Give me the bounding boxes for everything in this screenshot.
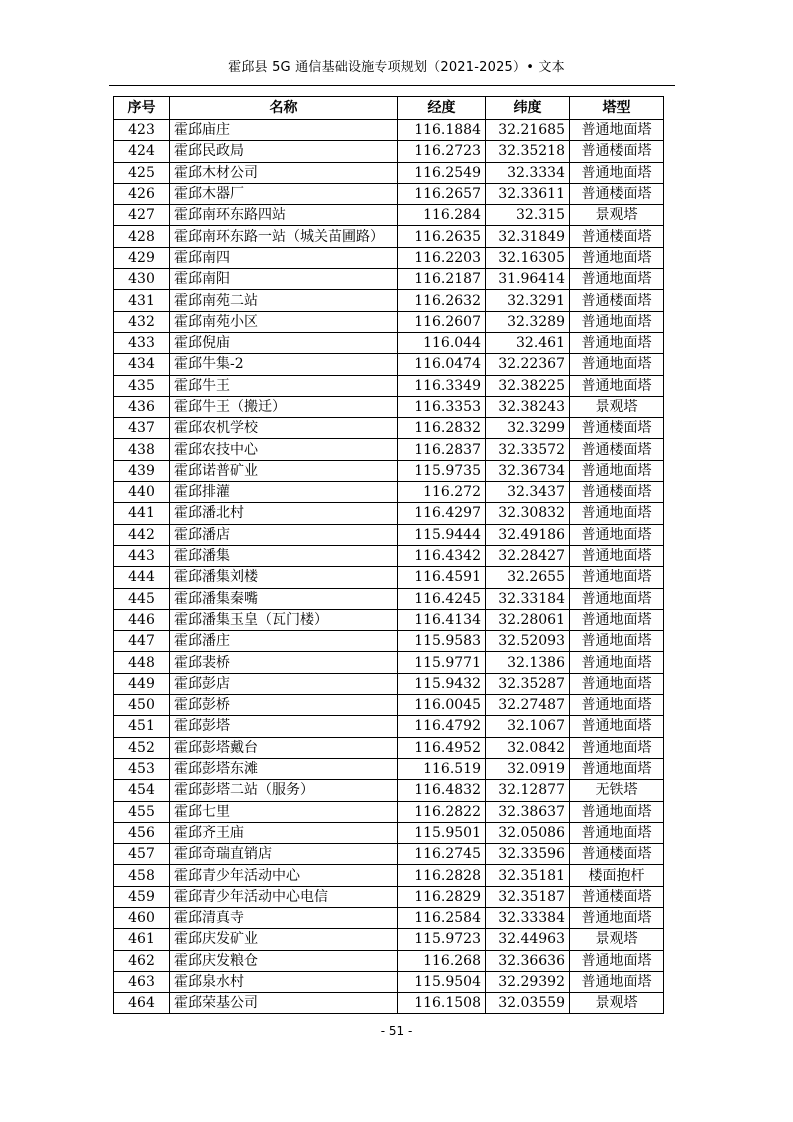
cell-longitude: 116.2635 (398, 226, 486, 247)
cell-index: 437 (114, 418, 170, 439)
cell-tower-type: 普通楼面塔 (570, 844, 664, 865)
table-row (114, 311, 664, 332)
table-row (114, 460, 664, 481)
cell-longitude: 116.2745 (398, 844, 486, 865)
cell-latitude: 32.0919 (486, 758, 570, 779)
cell-tower-type: 普通地面塔 (570, 162, 664, 183)
table-row (114, 482, 664, 503)
cell-name: 霍邱南环东路一站（城关苗圃路） (170, 226, 398, 247)
cell-name: 霍邱奇瑞直销店 (170, 844, 398, 865)
cell-latitude: 32.28061 (486, 609, 570, 630)
cell-index: 458 (114, 865, 170, 886)
cell-index: 429 (114, 247, 170, 268)
cell-index: 462 (114, 950, 170, 971)
cell-tower-type: 普通地面塔 (570, 971, 664, 992)
table-row (114, 971, 664, 992)
cell-longitude: 115.9723 (398, 929, 486, 950)
cell-latitude: 32.31849 (486, 226, 570, 247)
cell-name: 霍邱农机学校 (170, 418, 398, 439)
cell-tower-type: 普通地面塔 (570, 907, 664, 928)
cell-latitude: 32.33596 (486, 844, 570, 865)
cell-name: 霍邱木材公司 (170, 162, 398, 183)
table-row (114, 865, 664, 886)
cell-name: 霍邱庆发矿业 (170, 929, 398, 950)
cell-longitude: 116.2832 (398, 418, 486, 439)
table-row (114, 439, 664, 460)
cell-index: 443 (114, 545, 170, 566)
table-row (114, 929, 664, 950)
cell-name: 霍邱潘集刘楼 (170, 567, 398, 588)
cell-name: 霍邱彭桥 (170, 695, 398, 716)
cell-latitude: 32.315 (486, 205, 570, 226)
cell-name: 霍邱木器厂 (170, 183, 398, 204)
table-row (114, 396, 664, 417)
table-row (114, 545, 664, 566)
cell-name: 霍邱七里 (170, 801, 398, 822)
cell-latitude: 32.52093 (486, 631, 570, 652)
cell-index: 447 (114, 631, 170, 652)
cell-longitude: 116.2829 (398, 886, 486, 907)
cell-name: 霍邱庙庄 (170, 120, 398, 141)
cell-tower-type: 楼面抱杆 (570, 865, 664, 886)
cell-tower-type: 普通地面塔 (570, 311, 664, 332)
cell-longitude: 115.9583 (398, 631, 486, 652)
table-row (114, 183, 664, 204)
cell-latitude: 32.44963 (486, 929, 570, 950)
cell-index: 454 (114, 780, 170, 801)
cell-index: 453 (114, 758, 170, 779)
column-header-name: 名称 (170, 97, 398, 120)
page-number: - 51 - (380, 1024, 413, 1038)
table-row (114, 631, 664, 652)
cell-longitude: 116.4792 (398, 716, 486, 737)
cell-latitude: 32.12877 (486, 780, 570, 801)
table-row (114, 780, 664, 801)
cell-longitude: 116.4591 (398, 567, 486, 588)
cell-latitude: 32.33572 (486, 439, 570, 460)
cell-index: 464 (114, 993, 170, 1014)
cell-tower-type: 普通地面塔 (570, 503, 664, 524)
cell-name: 霍邱彭店 (170, 673, 398, 694)
table-row (114, 205, 664, 226)
cell-latitude: 32.22367 (486, 354, 570, 375)
cell-latitude: 32.35287 (486, 673, 570, 694)
cell-latitude: 32.2655 (486, 567, 570, 588)
table-row (114, 247, 664, 268)
table-row (114, 524, 664, 545)
cell-name: 霍邱南四 (170, 247, 398, 268)
cell-tower-type: 普通楼面塔 (570, 290, 664, 311)
column-header-tower-type: 塔型 (570, 97, 664, 120)
table-header-row (114, 97, 664, 120)
cell-latitude: 32.3291 (486, 290, 570, 311)
cell-index: 438 (114, 439, 170, 460)
cell-index: 436 (114, 396, 170, 417)
cell-tower-type: 普通楼面塔 (570, 482, 664, 503)
table-row (114, 801, 664, 822)
cell-longitude: 116.2822 (398, 801, 486, 822)
cell-tower-type: 普通地面塔 (570, 588, 664, 609)
cell-index: 456 (114, 822, 170, 843)
cell-longitude: 116.2203 (398, 247, 486, 268)
cell-latitude: 32.33611 (486, 183, 570, 204)
cell-latitude: 32.21685 (486, 120, 570, 141)
cell-tower-type: 普通地面塔 (570, 545, 664, 566)
cell-index: 450 (114, 695, 170, 716)
cell-longitude: 116.044 (398, 332, 486, 353)
table-row (114, 418, 664, 439)
table-row (114, 907, 664, 928)
cell-longitude: 115.9771 (398, 652, 486, 673)
cell-longitude: 115.9735 (398, 460, 486, 481)
cell-index: 459 (114, 886, 170, 907)
cell-index: 434 (114, 354, 170, 375)
cell-longitude: 116.2632 (398, 290, 486, 311)
cell-name: 霍邱排灌 (170, 482, 398, 503)
cell-longitude: 116.0045 (398, 695, 486, 716)
cell-name: 霍邱牛王（搬迁） (170, 396, 398, 417)
cell-latitude: 32.3289 (486, 311, 570, 332)
table-row (114, 503, 664, 524)
table-row (114, 716, 664, 737)
cell-tower-type: 普通地面塔 (570, 758, 664, 779)
header-divider (109, 85, 675, 86)
cell-tower-type: 普通地面塔 (570, 695, 664, 716)
cell-tower-type: 景观塔 (570, 929, 664, 950)
cell-tower-type: 景观塔 (570, 993, 664, 1014)
cell-name: 霍邱潘北村 (170, 503, 398, 524)
cell-tower-type: 无铁塔 (570, 780, 664, 801)
cell-name: 霍邱彭塔二站（服务） (170, 780, 398, 801)
table-row (114, 332, 664, 353)
cell-tower-type: 普通地面塔 (570, 247, 664, 268)
table-row (114, 354, 664, 375)
table-body (114, 120, 664, 1014)
cell-tower-type: 普通地面塔 (570, 120, 664, 141)
cell-name: 霍邱齐王庙 (170, 822, 398, 843)
column-header-longitude: 经度 (398, 97, 486, 120)
cell-index: 430 (114, 269, 170, 290)
cell-latitude: 32.1386 (486, 652, 570, 673)
cell-tower-type: 景观塔 (570, 396, 664, 417)
cell-tower-type: 普通地面塔 (570, 950, 664, 971)
cell-name: 霍邱清真寺 (170, 907, 398, 928)
cell-latitude: 32.461 (486, 332, 570, 353)
cell-index: 427 (114, 205, 170, 226)
cell-tower-type: 普通地面塔 (570, 460, 664, 481)
cell-longitude: 115.9444 (398, 524, 486, 545)
table-row (114, 652, 664, 673)
cell-tower-type: 普通楼面塔 (570, 418, 664, 439)
cell-latitude: 32.35187 (486, 886, 570, 907)
cell-tower-type: 普通地面塔 (570, 332, 664, 353)
cell-index: 432 (114, 311, 170, 332)
cell-tower-type: 普通地面塔 (570, 524, 664, 545)
cell-latitude: 32.05086 (486, 822, 570, 843)
cell-longitude: 116.2723 (398, 141, 486, 162)
cell-longitude: 116.519 (398, 758, 486, 779)
table-row (114, 290, 664, 311)
cell-latitude: 32.35218 (486, 141, 570, 162)
cell-latitude: 32.36734 (486, 460, 570, 481)
cell-index: 426 (114, 183, 170, 204)
cell-latitude: 32.38637 (486, 801, 570, 822)
table-row (114, 844, 664, 865)
cell-name: 霍邱彭塔戴台 (170, 737, 398, 758)
cell-latitude: 32.33184 (486, 588, 570, 609)
tower-data-table (113, 96, 664, 1014)
column-header-latitude: 纬度 (486, 97, 570, 120)
cell-index: 455 (114, 801, 170, 822)
cell-longitude: 116.2837 (398, 439, 486, 460)
cell-longitude: 116.2584 (398, 907, 486, 928)
cell-index: 424 (114, 141, 170, 162)
cell-name: 霍邱农技中心 (170, 439, 398, 460)
cell-latitude: 32.1067 (486, 716, 570, 737)
cell-tower-type: 普通地面塔 (570, 354, 664, 375)
page-header-title: 霍邱县 5G 通信基础设施专项规划（2021-2025）• 文本 (228, 60, 565, 75)
cell-name: 霍邱倪庙 (170, 332, 398, 353)
cell-latitude: 32.49186 (486, 524, 570, 545)
cell-index: 439 (114, 460, 170, 481)
cell-latitude: 31.96414 (486, 269, 570, 290)
cell-latitude: 32.38243 (486, 396, 570, 417)
cell-name: 霍邱彭塔东滩 (170, 758, 398, 779)
cell-latitude: 32.3299 (486, 418, 570, 439)
cell-longitude: 116.4342 (398, 545, 486, 566)
table-row (114, 950, 664, 971)
cell-longitude: 116.2607 (398, 311, 486, 332)
cell-name: 霍邱荣基公司 (170, 993, 398, 1014)
cell-index: 440 (114, 482, 170, 503)
table-row (114, 695, 664, 716)
cell-tower-type: 普通地面塔 (570, 652, 664, 673)
cell-latitude: 32.36636 (486, 950, 570, 971)
cell-longitude: 116.2828 (398, 865, 486, 886)
cell-longitude: 116.4245 (398, 588, 486, 609)
table-row (114, 567, 664, 588)
cell-index: 435 (114, 375, 170, 396)
cell-name: 霍邱南阳 (170, 269, 398, 290)
cell-longitude: 116.268 (398, 950, 486, 971)
cell-tower-type: 普通地面塔 (570, 673, 664, 694)
cell-longitude: 116.3349 (398, 375, 486, 396)
cell-latitude: 32.27487 (486, 695, 570, 716)
cell-longitude: 116.1508 (398, 993, 486, 1014)
cell-name: 霍邱南苑小区 (170, 311, 398, 332)
cell-index: 428 (114, 226, 170, 247)
table-row (114, 162, 664, 183)
cell-latitude: 32.3334 (486, 162, 570, 183)
cell-tower-type: 普通楼面塔 (570, 183, 664, 204)
cell-latitude: 32.3437 (486, 482, 570, 503)
cell-longitude: 116.4134 (398, 609, 486, 630)
cell-tower-type: 普通地面塔 (570, 822, 664, 843)
cell-index: 446 (114, 609, 170, 630)
cell-longitude: 116.2549 (398, 162, 486, 183)
cell-latitude: 32.16305 (486, 247, 570, 268)
cell-index: 448 (114, 652, 170, 673)
cell-name: 霍邱彭塔 (170, 716, 398, 737)
cell-longitude: 115.9432 (398, 673, 486, 694)
cell-index: 441 (114, 503, 170, 524)
cell-longitude: 116.0474 (398, 354, 486, 375)
cell-tower-type: 普通地面塔 (570, 631, 664, 652)
cell-longitude: 116.2657 (398, 183, 486, 204)
cell-name: 霍邱潘集玉皇（瓦门楼） (170, 609, 398, 630)
cell-index: 442 (114, 524, 170, 545)
cell-longitude: 116.1884 (398, 120, 486, 141)
table-row (114, 226, 664, 247)
table-row (114, 822, 664, 843)
table-row (114, 673, 664, 694)
cell-tower-type: 景观塔 (570, 205, 664, 226)
cell-tower-type: 普通地面塔 (570, 269, 664, 290)
cell-name: 霍邱潘集 (170, 545, 398, 566)
table-row (114, 609, 664, 630)
cell-name: 霍邱潘庄 (170, 631, 398, 652)
cell-longitude: 116.3353 (398, 396, 486, 417)
table-row (114, 141, 664, 162)
cell-longitude: 116.4952 (398, 737, 486, 758)
table-row (114, 758, 664, 779)
cell-index: 449 (114, 673, 170, 694)
cell-name: 霍邱潘集秦嘴 (170, 588, 398, 609)
cell-longitude: 115.9504 (398, 971, 486, 992)
cell-tower-type: 普通地面塔 (570, 716, 664, 737)
cell-latitude: 32.33384 (486, 907, 570, 928)
cell-tower-type: 普通楼面塔 (570, 439, 664, 460)
table-row (114, 269, 664, 290)
cell-tower-type: 普通地面塔 (570, 801, 664, 822)
cell-index: 431 (114, 290, 170, 311)
cell-longitude: 116.272 (398, 482, 486, 503)
cell-name: 霍邱南苑二站 (170, 290, 398, 311)
cell-name: 霍邱裴桥 (170, 652, 398, 673)
cell-longitude: 116.4832 (398, 780, 486, 801)
cell-tower-type: 普通地面塔 (570, 567, 664, 588)
cell-index: 444 (114, 567, 170, 588)
table-row (114, 886, 664, 907)
cell-name: 霍邱诺普矿业 (170, 460, 398, 481)
cell-index: 433 (114, 332, 170, 353)
cell-longitude: 116.2187 (398, 269, 486, 290)
table-row (114, 993, 664, 1014)
cell-name: 霍邱南环东路四站 (170, 205, 398, 226)
cell-latitude: 32.30832 (486, 503, 570, 524)
cell-name: 霍邱青少年活动中心电信 (170, 886, 398, 907)
cell-name: 霍邱青少年活动中心 (170, 865, 398, 886)
cell-name: 霍邱泉水村 (170, 971, 398, 992)
column-header-index: 序号 (114, 97, 170, 120)
cell-name: 霍邱民政局 (170, 141, 398, 162)
cell-tower-type: 普通地面塔 (570, 609, 664, 630)
cell-index: 463 (114, 971, 170, 992)
cell-name: 霍邱牛王 (170, 375, 398, 396)
cell-longitude: 115.9501 (398, 822, 486, 843)
cell-name: 霍邱庆发粮仓 (170, 950, 398, 971)
cell-longitude: 116.4297 (398, 503, 486, 524)
cell-tower-type: 普通楼面塔 (570, 886, 664, 907)
table-row (114, 737, 664, 758)
cell-index: 451 (114, 716, 170, 737)
cell-index: 460 (114, 907, 170, 928)
cell-latitude: 32.29392 (486, 971, 570, 992)
cell-index: 457 (114, 844, 170, 865)
cell-latitude: 32.35181 (486, 865, 570, 886)
cell-index: 461 (114, 929, 170, 950)
table-row (114, 375, 664, 396)
cell-index: 445 (114, 588, 170, 609)
table-row (114, 588, 664, 609)
cell-latitude: 32.28427 (486, 545, 570, 566)
cell-tower-type: 普通楼面塔 (570, 226, 664, 247)
cell-name: 霍邱潘店 (170, 524, 398, 545)
cell-latitude: 32.38225 (486, 375, 570, 396)
table-row (114, 120, 664, 141)
cell-tower-type: 普通地面塔 (570, 737, 664, 758)
cell-name: 霍邱牛集-2 (170, 354, 398, 375)
cell-index: 452 (114, 737, 170, 758)
cell-index: 425 (114, 162, 170, 183)
cell-latitude: 32.03559 (486, 993, 570, 1014)
cell-latitude: 32.0842 (486, 737, 570, 758)
cell-tower-type: 普通楼面塔 (570, 141, 664, 162)
cell-index: 423 (114, 120, 170, 141)
cell-longitude: 116.284 (398, 205, 486, 226)
cell-tower-type: 普通地面塔 (570, 375, 664, 396)
